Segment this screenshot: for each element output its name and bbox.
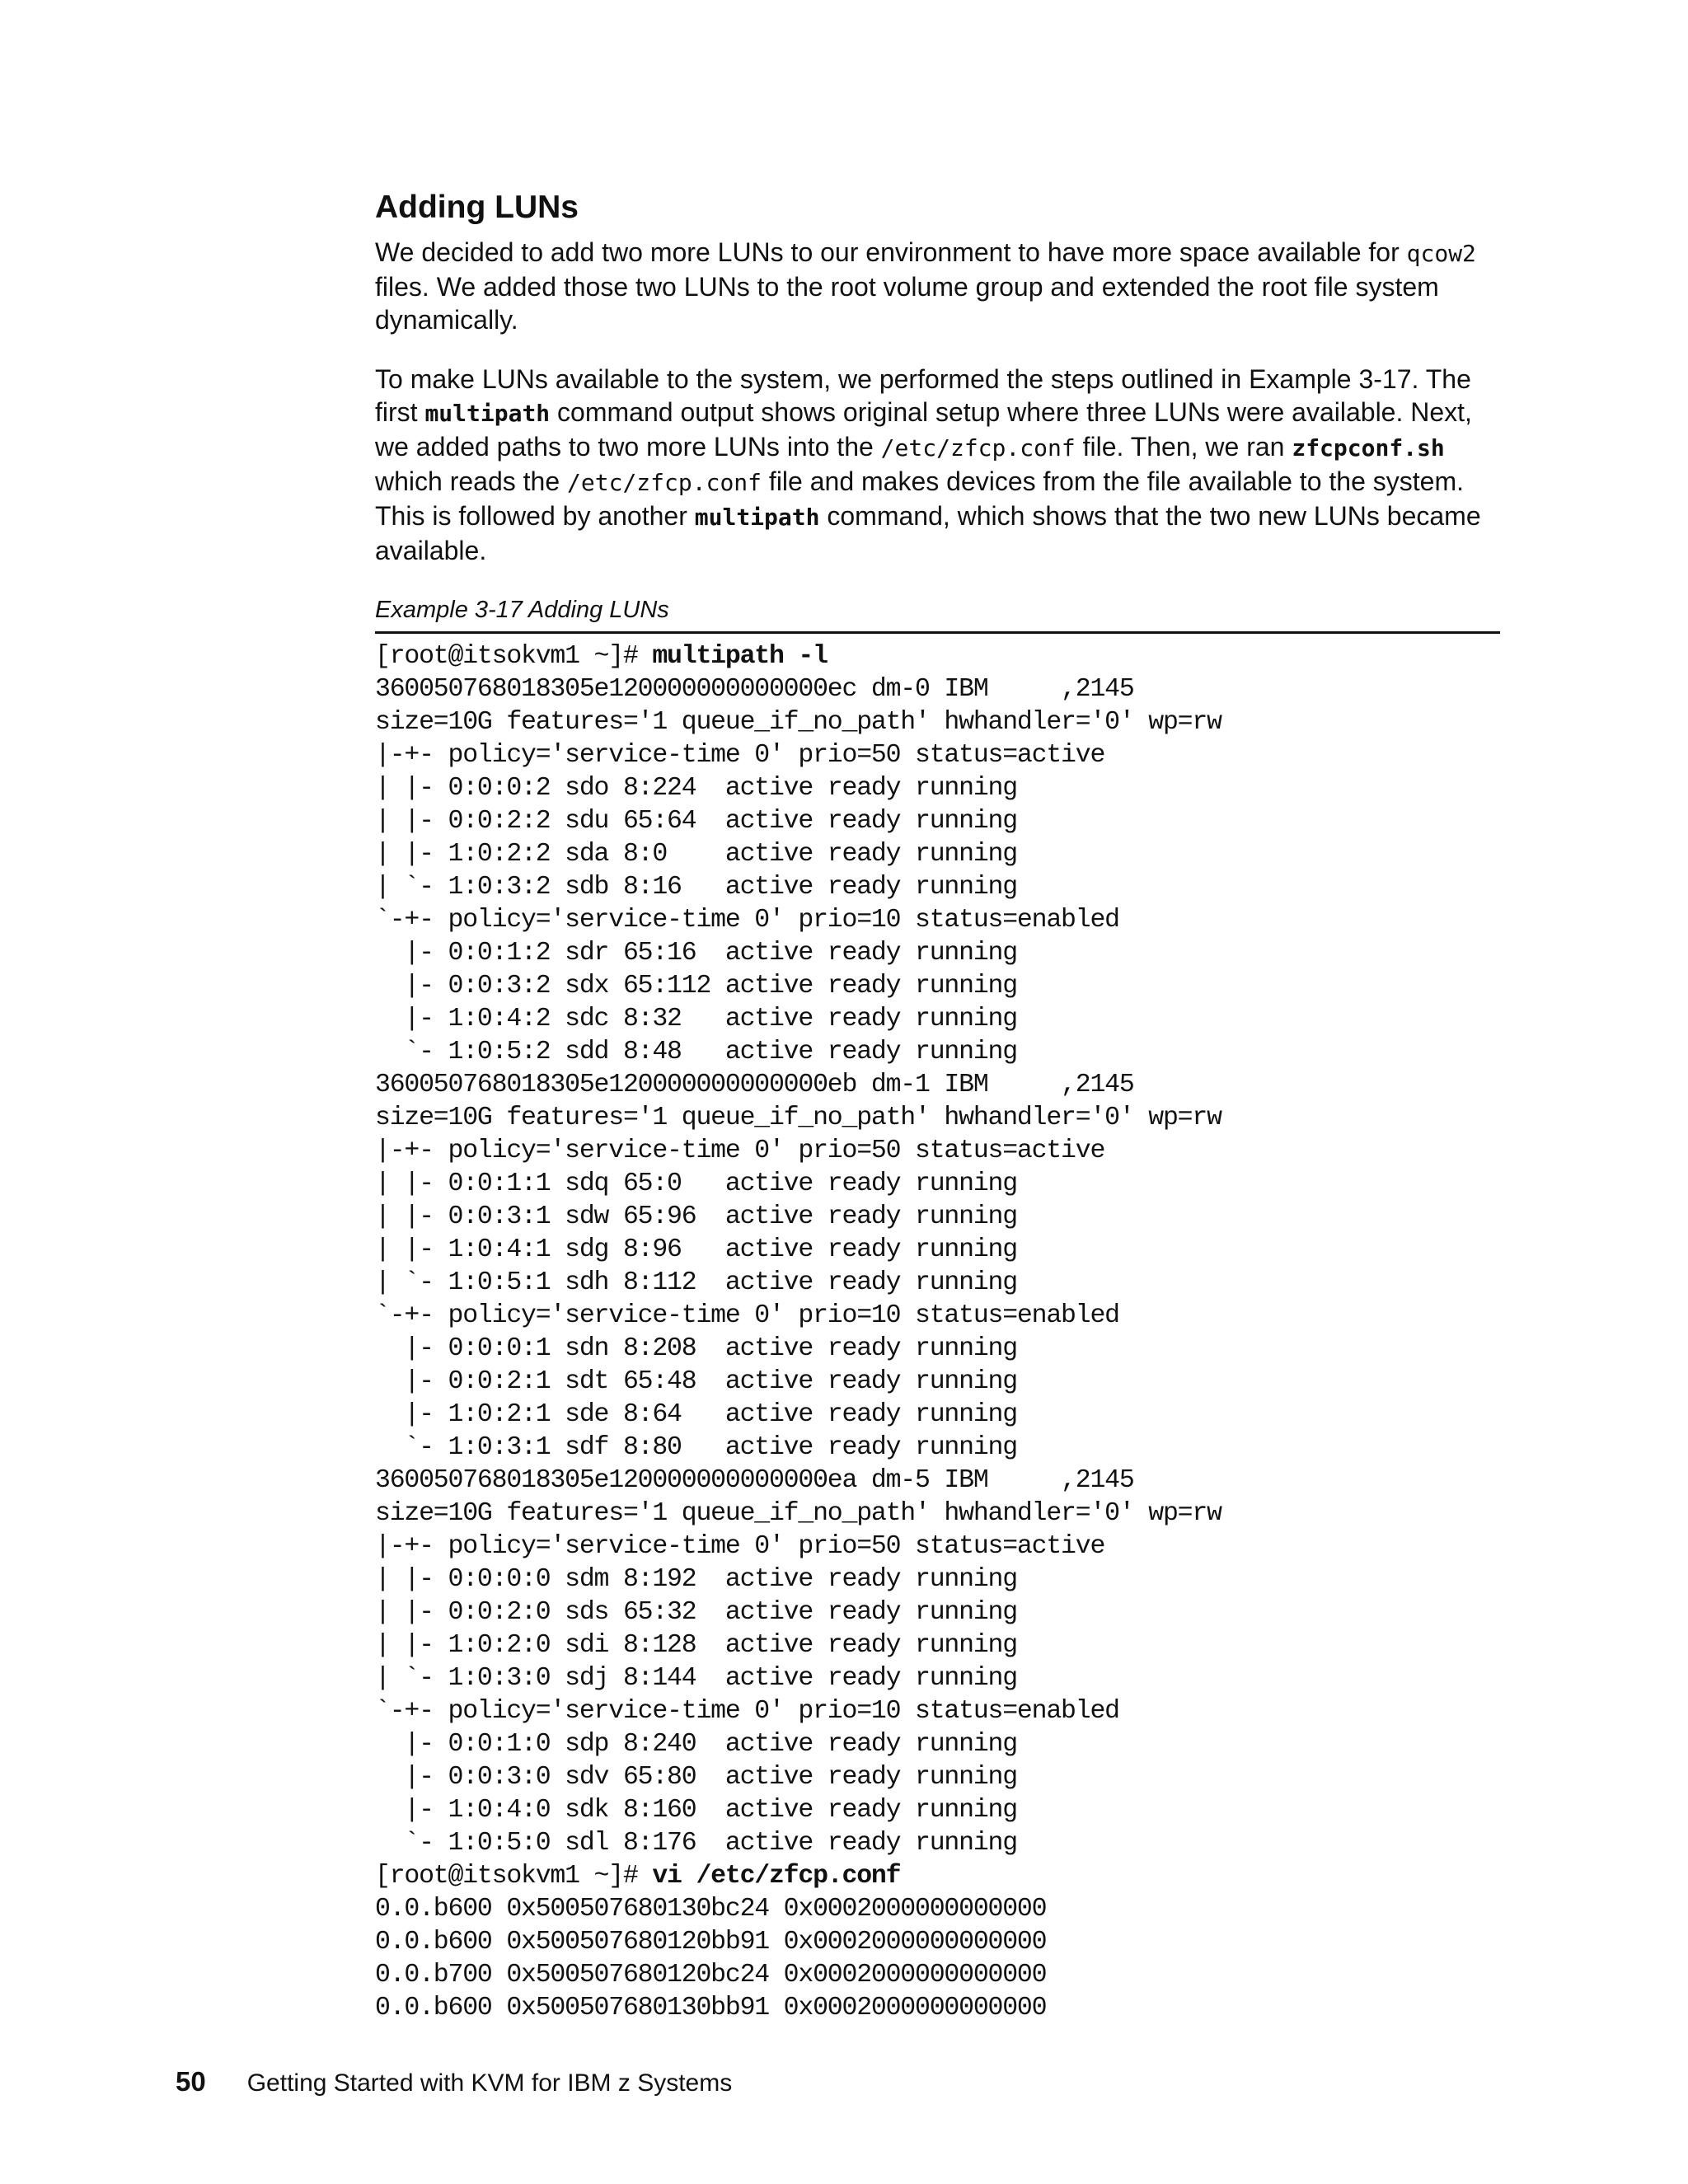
- code-example: [375, 640, 1504, 2025]
- code-line: |- 0:0:3:0 sdv 65:80 active ready running: [375, 1763, 1017, 1792]
- code-line: size=10G features='1 queue_if_no_path' hwhandler='0' wp=rw: [375, 708, 1221, 737]
- code-line: | `- 1:0:3:0 sdj 8:144 active ready running: [375, 1664, 1017, 1693]
- code-line: `-+- policy='service-time 0' prio=10 status=enabled: [375, 1697, 1119, 1726]
- code-line: |- 1:0:4:0 sdk 8:160 active ready running: [375, 1796, 1017, 1825]
- code-line: |- 1:0:2:1 sde 8:64 active ready running: [375, 1400, 1017, 1429]
- code-line: 0.0.b600 0x500507680130bc24 0x0002000000000000: [375, 1895, 1047, 1924]
- code-line: 0.0.b600 0x500507680120bb91 0x0002000000000000: [375, 1928, 1047, 1957]
- example-caption: Example 3-17 Adding LUNs: [375, 593, 1500, 634]
- steps-paragraph: [375, 363, 1504, 567]
- code-line: |- 0:0:0:1 sdn 8:208 active ready running: [375, 1334, 1017, 1363]
- inline-path-zfcp-conf-2: /etc/zfcp.conf: [567, 469, 762, 496]
- code-line: `- 1:0:3:1 sdf 8:80 active ready running: [375, 1433, 1017, 1462]
- section-title: Adding LUNs: [375, 190, 579, 225]
- code-line: | |- 0:0:2:0 sds 65:32 active ready running: [375, 1598, 1017, 1627]
- code-line: [375, 640, 1504, 673]
- code-line: | |- 1:0:4:1 sdg 8:96 active ready running: [375, 1235, 1017, 1264]
- intro-text-1: We decided to add two more LUNs to our environment to have more space available for: [375, 237, 1407, 267]
- code-line: | |- 0:0:0:2 sdo 8:224 active ready running: [375, 774, 1017, 803]
- code-line: |-+- policy='service-time 0' prio=50 status=active: [375, 1137, 1105, 1165]
- code-line: |- 0:0:2:1 sdt 65:48 active ready running: [375, 1367, 1017, 1396]
- steps-text-6: command, which shows that the two new LUNs became available.: [375, 501, 1481, 565]
- code-line: | |- 1:0:2:2 sda 8:0 active ready running: [375, 840, 1017, 869]
- shell-command: multipath -l: [652, 642, 828, 671]
- shell-prompt: [root@itsokvm1 ~]#: [375, 1862, 653, 1891]
- code-line: 0.0.b600 0x500507680130bb91 0x0002000000000000: [375, 1994, 1047, 2022]
- book-title: Getting Started with KVM for IBM z Systems: [246, 2069, 733, 2097]
- code-line: [375, 1860, 1504, 1893]
- steps-text-2: command output shows original setup where three LUNs were available. Next, we added paths to two more LUNs into the: [375, 397, 1472, 462]
- code-line: 360050768018305e120000000000000ea dm-5 IBM ,2145: [375, 1466, 1134, 1495]
- code-line: | |- 0:0:0:0 sdm 8:192 active ready running: [375, 1565, 1017, 1594]
- code-line: `- 1:0:5:0 sdl 8:176 active ready running: [375, 1829, 1017, 1858]
- code-line: | |- 1:0:2:0 sdi 8:128 active ready running: [375, 1631, 1017, 1660]
- shell-prompt: [root@itsokvm1 ~]#: [375, 642, 653, 671]
- code-line: |- 0:0:3:2 sdx 65:112 active ready running: [375, 972, 1017, 1001]
- intro-paragraph: [375, 236, 1504, 336]
- code-line: 0.0.b700 0x500507680120bc24 0x0002000000000000: [375, 1961, 1047, 1990]
- code-line: `-+- policy='service-time 0' prio=10 status=enabled: [375, 1301, 1119, 1330]
- inline-path-zfcp-conf: /etc/zfcp.conf: [880, 434, 1076, 462]
- steps-text-3: file. Then, we ran: [1075, 432, 1292, 462]
- code-line: 360050768018305e120000000000000ec dm-0 IBM ,2145: [375, 675, 1134, 704]
- code-line: | |- 0:0:1:1 sdq 65:0 active ready running: [375, 1169, 1017, 1198]
- inline-code-qcow2: qcow2: [1406, 240, 1476, 267]
- code-line: `- 1:0:5:2 sdd 8:48 active ready running: [375, 1038, 1017, 1066]
- code-line: 360050768018305e120000000000000eb dm-1 IBM ,2145: [375, 1071, 1134, 1099]
- code-line: | |- 0:0:2:2 sdu 65:64 active ready running: [375, 807, 1017, 836]
- page-content: [375, 186, 1504, 2025]
- code-line: |-+- policy='service-time 0' prio=50 status=active: [375, 1532, 1105, 1561]
- steps-text-1: To make LUNs available to the system, we performed the steps outlined in Example 3-17. The first: [375, 364, 1471, 427]
- inline-command-multipath-2: multipath: [694, 504, 820, 531]
- shell-command: vi /etc/zfcp.conf: [652, 1862, 901, 1891]
- code-line: |-+- policy='service-time 0' prio=50 status=active: [375, 741, 1105, 770]
- page-number: 50: [176, 2066, 206, 2097]
- code-line: | |- 0:0:3:1 sdw 65:96 active ready running: [375, 1202, 1017, 1231]
- inline-command-zfcpconf: zfcpconf.sh: [1292, 434, 1445, 462]
- page-footer: [176, 2065, 732, 2100]
- inline-command-multipath: multipath: [424, 400, 551, 427]
- code-line: size=10G features='1 queue_if_no_path' hwhandler='0' wp=rw: [375, 1499, 1221, 1528]
- intro-text-2: files. We added those two LUNs to the root volume group and extended the root file system dynamically.: [375, 272, 1439, 335]
- steps-text-4: which reads the: [375, 466, 568, 496]
- code-line: `-+- policy='service-time 0' prio=10 status=enabled: [375, 906, 1119, 935]
- code-line: | `- 1:0:3:2 sdb 8:16 active ready running: [375, 873, 1017, 902]
- steps-text-5: file and makes devices from the file available to the system. This is followed by another: [375, 466, 1464, 531]
- code-line: | `- 1:0:5:1 sdh 8:112 active ready running: [375, 1268, 1017, 1297]
- code-line: size=10G features='1 queue_if_no_path' hwhandler='0' wp=rw: [375, 1104, 1221, 1132]
- code-line: |- 0:0:1:2 sdr 65:16 active ready running: [375, 939, 1017, 968]
- code-line: |- 0:0:1:0 sdp 8:240 active ready running: [375, 1730, 1017, 1759]
- code-line: |- 1:0:4:2 sdc 8:32 active ready running: [375, 1005, 1017, 1033]
